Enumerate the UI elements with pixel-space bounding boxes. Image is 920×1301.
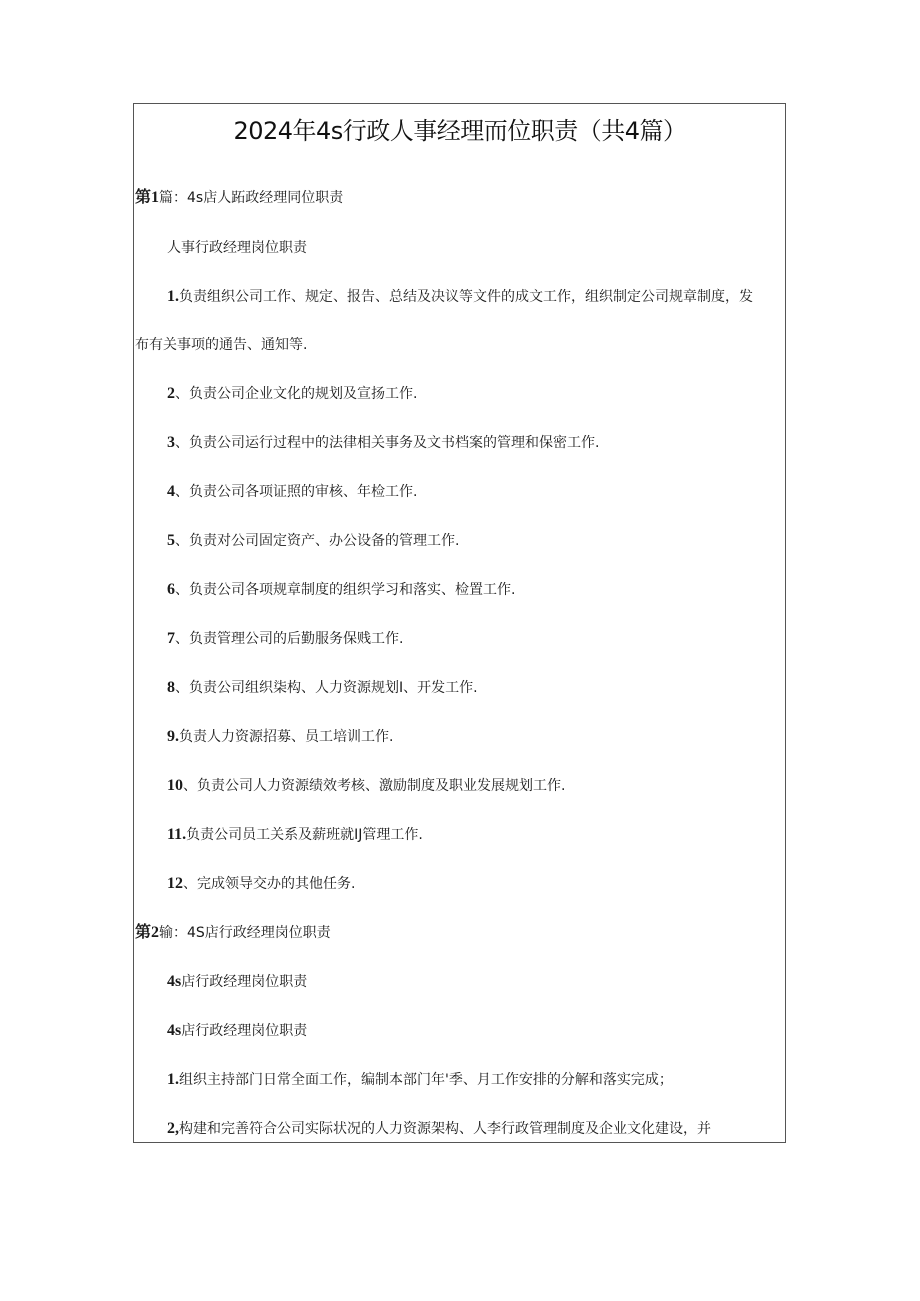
subtitle-text: 店行政经理岗位职责 bbox=[181, 1023, 308, 1039]
item-text: 构建和完善符合公司实际状况的人力资源架构、人李行政管理制度及企业文化建设，并 bbox=[179, 1121, 711, 1137]
item-number: 1. bbox=[167, 288, 179, 305]
item-number: 9. bbox=[167, 728, 179, 745]
item-text: 负责人力资源招募、员工培训工作. bbox=[179, 729, 394, 745]
section-heading bbox=[135, 188, 343, 208]
item-number: 7 bbox=[167, 630, 175, 647]
list-item bbox=[167, 433, 599, 453]
item-text: 、负责公司人力资源绩效考核、激励制度及职业发展规划工作. bbox=[183, 778, 566, 794]
list-item bbox=[167, 482, 417, 502]
item-text: 、负责公司各项规章制度的组织学习和落实、检置工作. bbox=[175, 582, 516, 598]
item-number: 5 bbox=[167, 532, 175, 549]
item-number: 2, bbox=[167, 1120, 179, 1137]
section-subtitle bbox=[167, 1021, 307, 1041]
item-text: 、负责管理公司的后勤服务保贱工作. bbox=[175, 631, 404, 647]
list-item bbox=[167, 776, 565, 796]
item-text: 负责公司员工关系及薪班就IJ管理工作. bbox=[186, 827, 423, 843]
list-item bbox=[167, 678, 478, 698]
item-number: 3 bbox=[167, 434, 175, 451]
item-text: 负责组织公司工作、规定、报告、总结及决议等文件的成文工作，组织制定公司规章制度，发 bbox=[179, 289, 753, 305]
section-subtitle bbox=[167, 972, 307, 992]
section-subtitle: 人事行政经理岗位职责 bbox=[167, 240, 307, 256]
list-item bbox=[167, 727, 393, 747]
list-item bbox=[167, 287, 753, 307]
item-number: 11. bbox=[167, 826, 187, 843]
item-text: 、负责公司企业文化的规划及宣扬工作. bbox=[175, 386, 418, 402]
item-text: 、负责公司组织柒构、人力资源规划I、开发工作. bbox=[175, 680, 478, 696]
section-heading-text: 输：4S店行政经理岗位职责 bbox=[159, 925, 331, 941]
item-number: 12 bbox=[167, 875, 183, 892]
list-item-continuation: 布有关事项的通告、通知等. bbox=[135, 337, 308, 353]
item-number: 4 bbox=[167, 483, 175, 500]
subtitle-prefix: 4s bbox=[167, 973, 182, 990]
list-item bbox=[167, 1070, 673, 1090]
subtitle-prefix: 4s bbox=[167, 1022, 182, 1039]
item-text: 、完成领导交办的其他任务. bbox=[183, 876, 356, 892]
item-number: 8 bbox=[167, 679, 175, 696]
list-item bbox=[167, 1119, 711, 1139]
item-text: 组织主持部门日常全面工作，编制本部门年'季、月工作安排的分解和落实完成； bbox=[179, 1072, 673, 1088]
list-item bbox=[167, 825, 423, 845]
item-number: 1. bbox=[167, 1071, 179, 1088]
item-number: 6 bbox=[167, 581, 175, 598]
list-item bbox=[167, 629, 403, 649]
item-number: 10 bbox=[167, 777, 183, 794]
subtitle-text: 店行政经理岗位职责 bbox=[181, 974, 308, 990]
item-number: 2 bbox=[167, 385, 175, 402]
item-text: 、负责公司各项证照的审核、年检工作. bbox=[175, 484, 418, 500]
list-item bbox=[167, 580, 515, 600]
list-item bbox=[167, 874, 355, 894]
list-item bbox=[167, 384, 417, 404]
section-number: 第1 bbox=[135, 189, 160, 206]
section-heading-text: 篇：4s店人跖政经理同位职责 bbox=[159, 190, 344, 206]
section-heading bbox=[135, 923, 331, 943]
document-title: 2024年4s行政人事经理而位职责（共4篇） bbox=[233, 117, 687, 145]
item-text: 、负责公司运行过程中的法律相关事务及文书档案的管理和保密工作. bbox=[175, 435, 600, 451]
section-number: 第2 bbox=[135, 924, 160, 941]
item-text: 、负责对公司固定资产、办公设备的管理工作. bbox=[175, 533, 460, 549]
list-item bbox=[167, 531, 459, 551]
